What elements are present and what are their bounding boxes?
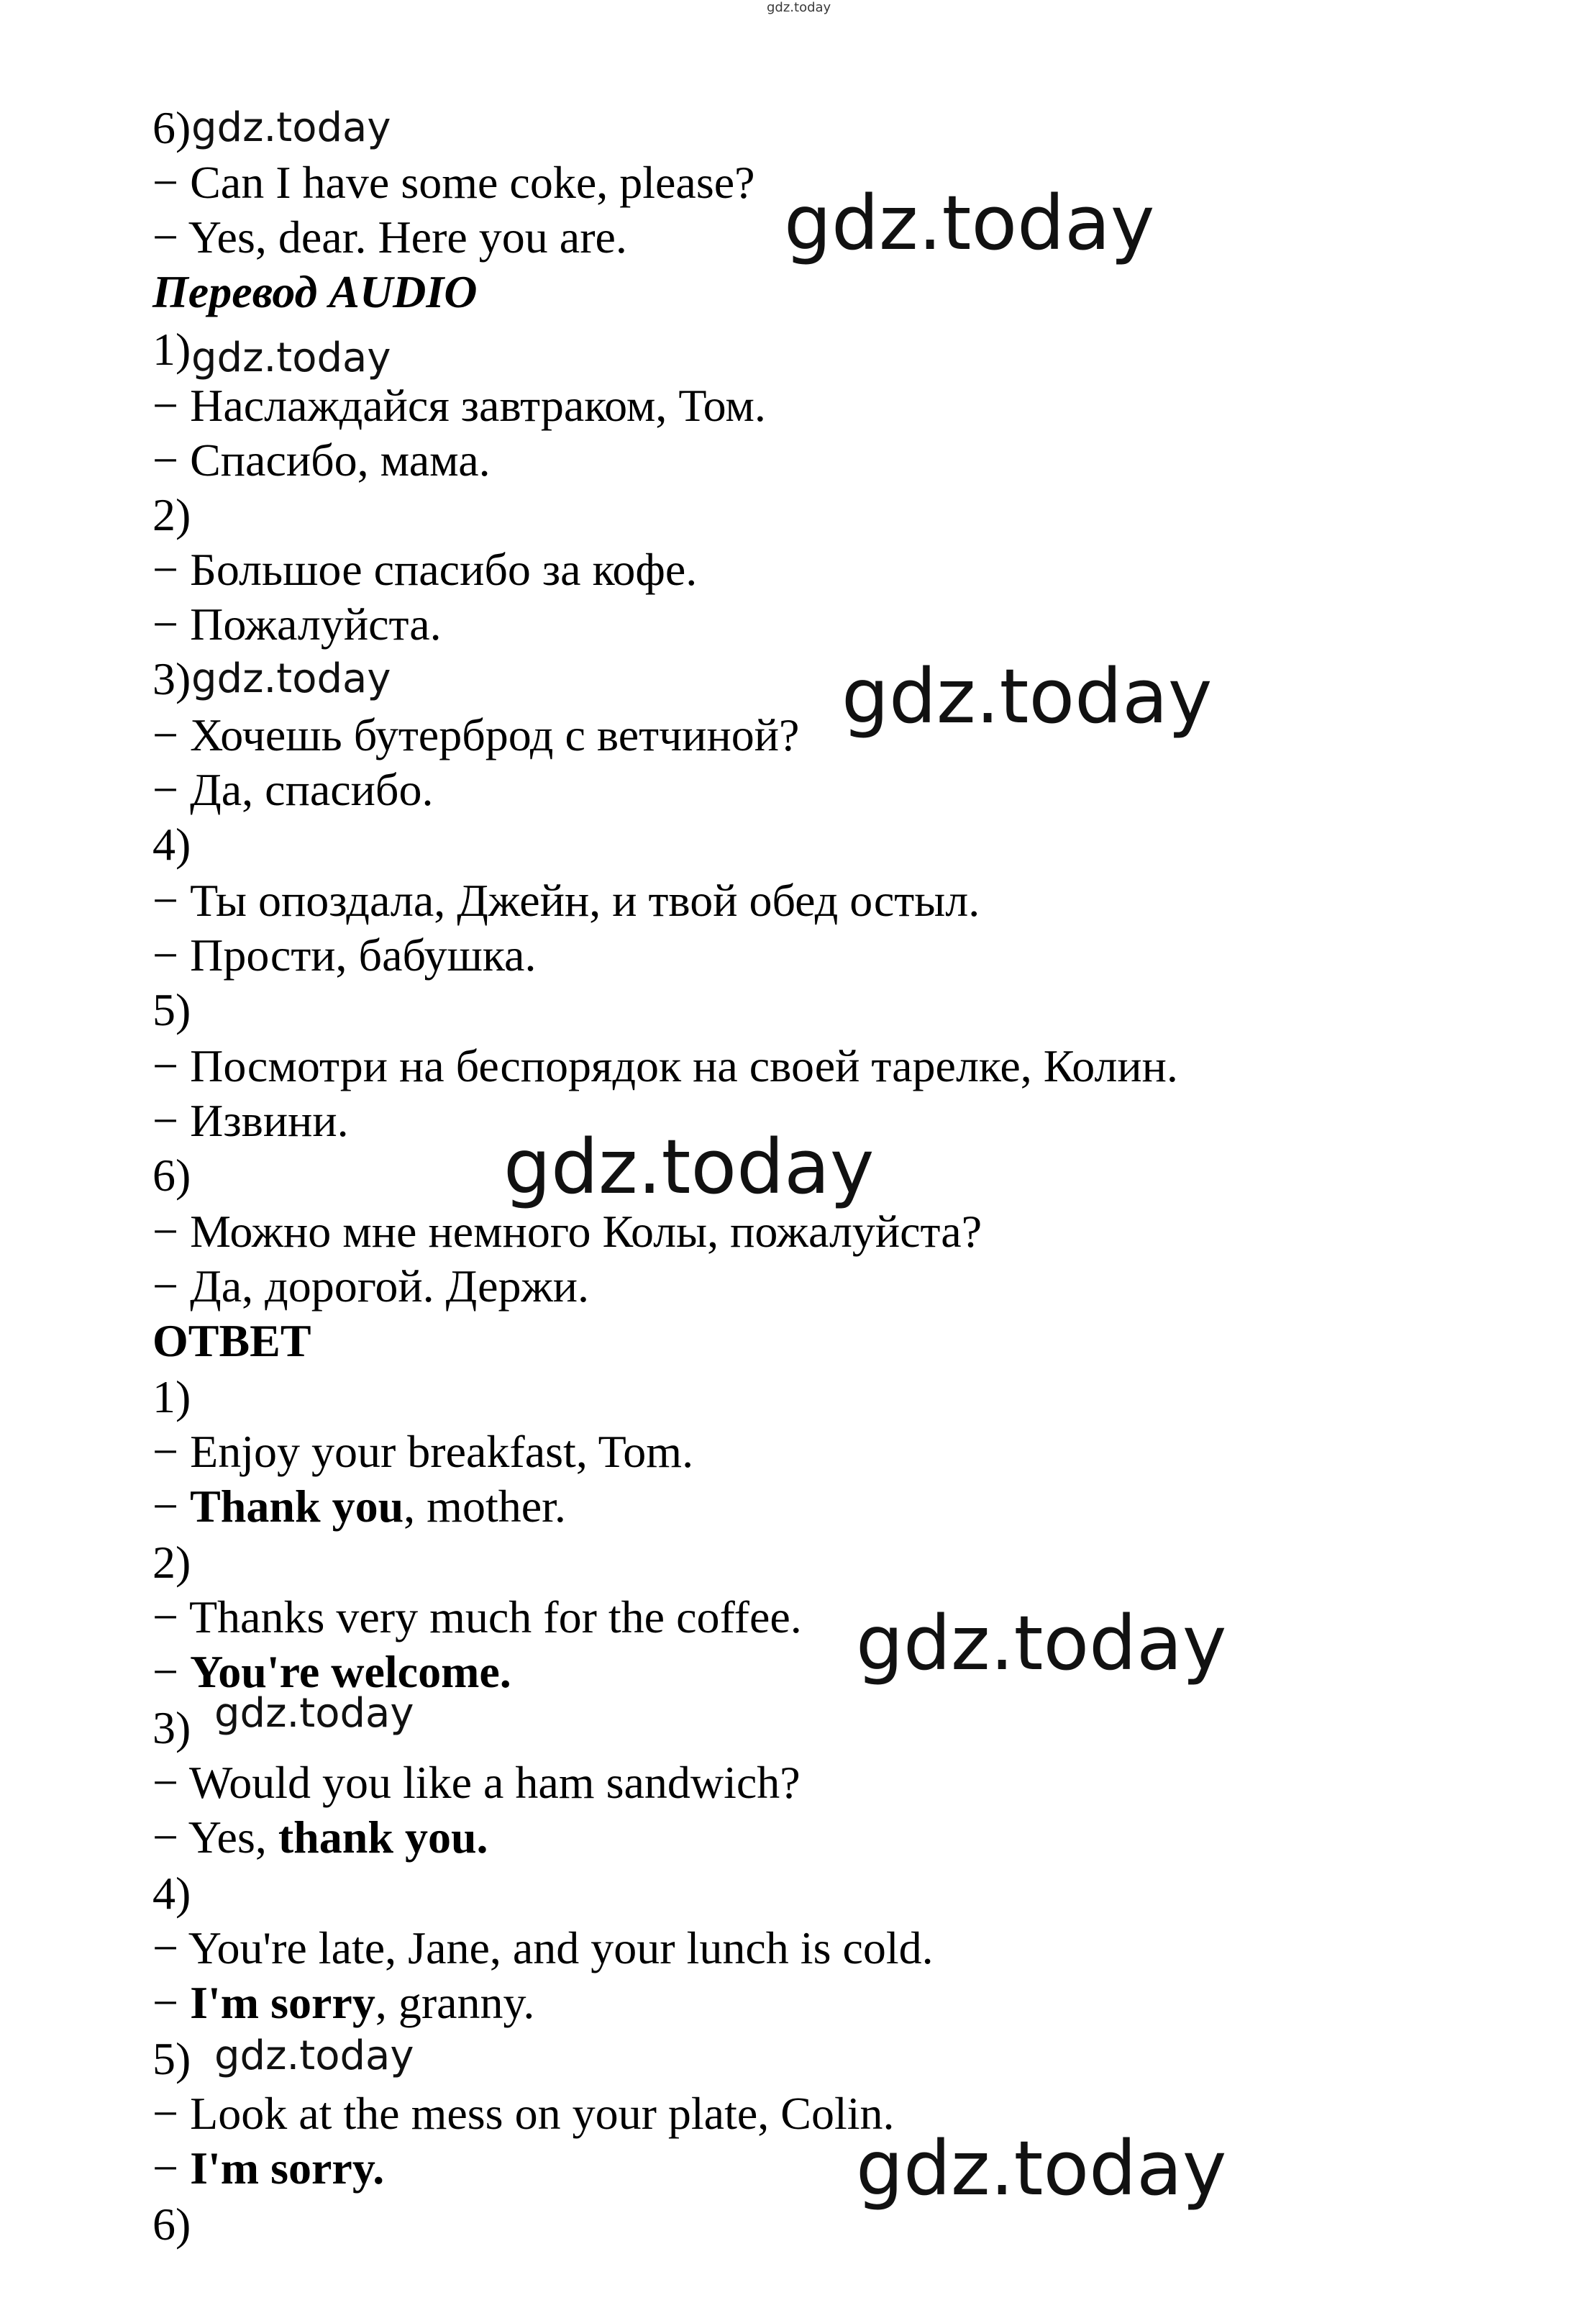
item-number: 3) <box>152 1702 191 1753</box>
watermark-large: gdz.today <box>856 2125 1227 2212</box>
dialogue-line: − Enjoy your breakfast, Tom. <box>152 1426 694 1477</box>
item-number: 2) <box>152 1537 191 1588</box>
dialogue-line: − Хочешь бутерброд с ветчиной? <box>152 709 800 760</box>
dialogue-line: − Yes, thank you. <box>152 1812 488 1863</box>
dialogue-line: − Thanks very much for the coffee. <box>152 1591 802 1642</box>
item-number: 1) <box>152 324 191 375</box>
watermark-small: gdz.today <box>191 335 391 381</box>
answer-phrase: I'm sorry <box>190 1977 375 2028</box>
watermark-large: gdz.today <box>503 1123 875 1211</box>
dialogue-line: − Можно мне немного Колы, пожалуйста? <box>152 1206 982 1257</box>
answer-phrase: You're welcome. <box>190 1646 511 1697</box>
item-number: 2) <box>152 489 191 540</box>
item-number: 6) <box>152 102 191 153</box>
dialogue-line: − Yes, dear. Here you are. <box>152 212 627 263</box>
item-number: 3) <box>152 653 191 704</box>
dialogue-line: − Спасибо, мама. <box>152 435 491 486</box>
dialogue-line: − You're welcome. <box>152 1646 511 1697</box>
dialogue-line: − Прости, бабушка. <box>152 930 537 981</box>
section-heading-translation: Перевод AUDIO <box>152 266 478 317</box>
dialogue-line: − Да, дорогой. Держи. <box>152 1260 589 1312</box>
answer-phrase: thank you. <box>278 1812 488 1863</box>
dialogue-line: − I'm sorry, granny. <box>152 1977 535 2028</box>
watermark-small: gdz.today <box>214 2032 414 2079</box>
dialogue-line: − Большое спасибо за кофе. <box>152 544 698 595</box>
answer-phrase: Thank you <box>190 1481 404 1532</box>
watermark-top: gdz.today <box>767 0 831 15</box>
dialogue-line: − Посмотри на беспорядок на своей тарелке, Колин. <box>152 1040 1178 1091</box>
watermark-small: gdz.today <box>214 1690 414 1737</box>
dialogue-line: − Would you like a ham sandwich? <box>152 1757 801 1808</box>
item-number: 4) <box>152 1868 191 1919</box>
dialogue-line: − You're late, Jane, and your lunch is cold. <box>152 1922 934 1973</box>
item-number: 1) <box>152 1371 191 1422</box>
watermark-large: gdz.today <box>842 653 1213 740</box>
watermark-small: gdz.today <box>191 655 391 702</box>
dialogue-line: − I'm sorry. <box>152 2142 385 2194</box>
dialogue-line: − Пожалуйста. <box>152 599 442 650</box>
dialogue-line: − Ты опоздала, Джейн, и твой обед остыл. <box>152 875 980 926</box>
watermark-small: gdz.today <box>191 104 391 151</box>
dialogue-line: − Thank you, mother. <box>152 1481 566 1532</box>
section-heading-answer: ОТВЕТ <box>152 1315 311 1366</box>
dialogue-line: − Look at the mess on your plate, Colin. <box>152 2088 895 2139</box>
watermark-large: gdz.today <box>784 179 1155 267</box>
dialogue-line: − Can I have some coke, please? <box>152 157 755 208</box>
item-number: 6) <box>152 1150 191 1201</box>
item-number: 5) <box>152 984 191 1035</box>
watermark-large: gdz.today <box>856 1599 1227 1687</box>
item-number: 6) <box>152 2199 191 2250</box>
dialogue-line: − Наслаждайся завтраком, Том. <box>152 380 766 431</box>
dialogue-line: − Да, спасибо. <box>152 764 434 815</box>
answer-phrase: I'm sorry. <box>190 2142 385 2194</box>
item-number: 4) <box>152 819 191 870</box>
item-number: 5) <box>152 2033 191 2084</box>
dialogue-line: − Извини. <box>152 1095 349 1146</box>
